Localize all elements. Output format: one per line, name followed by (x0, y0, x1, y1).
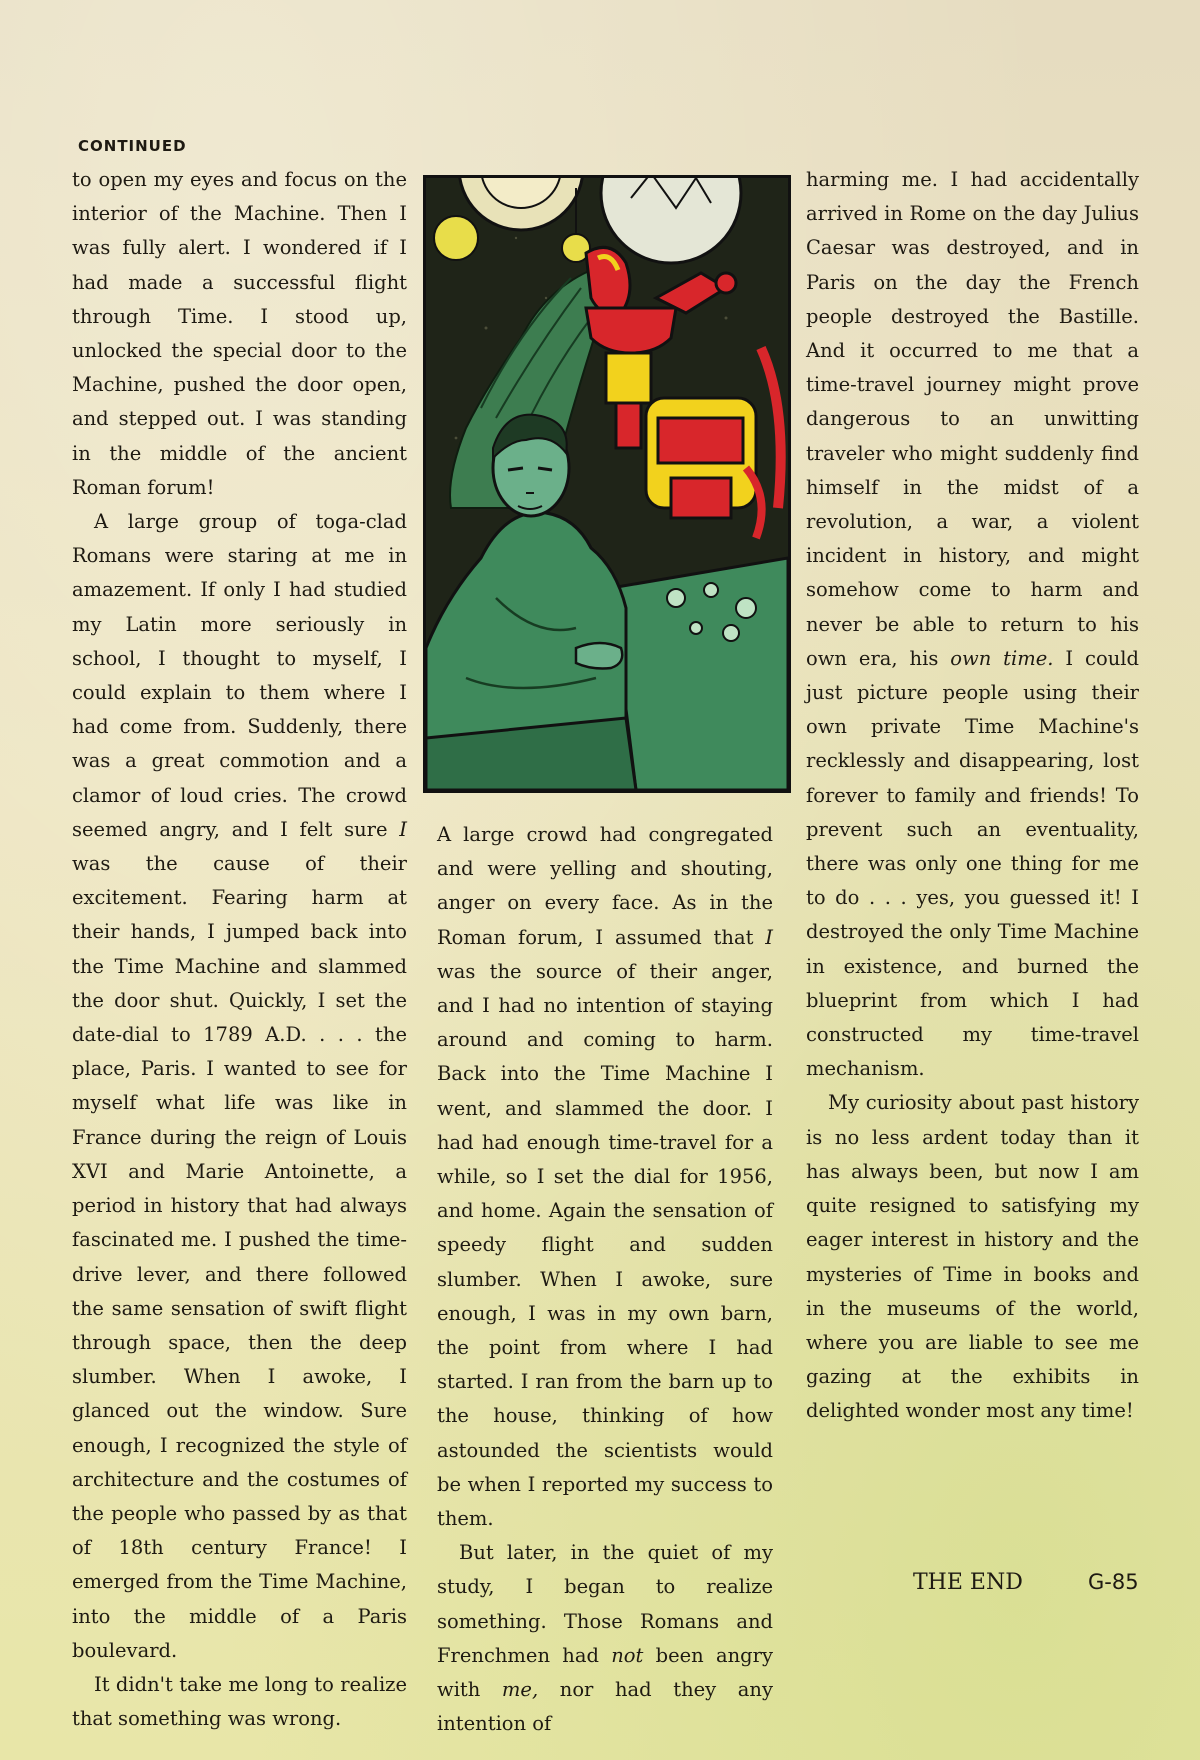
comic-panel-illustration (423, 175, 791, 793)
continued-label: CONTINUED (78, 137, 187, 155)
page-code: G-85 (1088, 1570, 1139, 1594)
paragraph-text: I could just picture people using their own private Time Machine's recklessly and disappearing, lost forever to family and friends! To prevent such an eventuality, there was only one thing for me to do . . . yes, you guessed it! I destroyed the only Time Machine in existence, and burned the blueprint from which I had constructed my time-travel mechanism. (806, 646, 1139, 1081)
paragraph-text: to open my eyes and focus on the interior of the Machine. Then I was fully alert. I wondered if I had made a successful flight through Time. I stood up, unlocked the special door to the Machine, pushed the door open, and stepped out. I was standing in the middle of the ancient Roman forum! (72, 168, 407, 499)
paragraph (437, 1536, 773, 1741)
paragraph (72, 1668, 407, 1736)
emphasis-text: I (399, 817, 407, 841)
paragraph-text: been angry with (437, 1643, 773, 1702)
paragraph-text: harming me. I had accidentally arrived in Rome on the day Julius Caesar was destroyed, and in Paris on the day the French people destroyed the Bastille. And it occurred to me that a time-travel journey might prove dangerous to an unwitting traveler who might suddenly find himself in the midst of a revolution, a war, a violent incident in history, and might somehow come to harm and never be able to return to his own era, his (806, 168, 1139, 670)
emphasis-text: own time. (950, 646, 1054, 670)
text-column-3 (806, 163, 1139, 1429)
emphasis-text: I (765, 925, 773, 949)
paragraph-text: It didn't take me long to realize that something was wrong. (72, 1672, 407, 1731)
emphasis-text: me, (501, 1678, 539, 1702)
text-column-2 (437, 818, 773, 1741)
paragraph-text: was the cause of their excitement. Fearing harm at their hands, I jumped back into the Time Machine and slammed the door shut. Quickly, I set the date-dial to 1789 A.D. . . . the place, Paris. I wanted to see for myself what life was like in France during the reign of Louis XVI and Marie Antoinette, a period in history that had always fascinated me. I pushed the time-drive lever, and there followed the same sensation of swift flight through space, then the deep slumber. When I awoke, I glanced out the window. Sure enough, I recognized the style of architecture and the costumes of the people who passed by as that of 18th century France! I emerged from the Time Machine, into the middle of a Paris boulevard. (72, 852, 407, 1662)
paragraph (72, 163, 407, 505)
paragraph-text: My curiosity about past history is no less ardent today than it has always been, but now I am quite resigned to satisfying my eager interest in history and the mysteries of Time in books and in the museums of the world, where you are liable to see me gazing at the exhibits in delighted wonder most any time! (806, 1091, 1139, 1423)
paragraph-text: A large crowd had congregated and were yelling and shouting, anger on every face. As in the Roman forum, I assumed that (437, 823, 773, 949)
paragraph-text: A large group of toga-clad Romans were staring at me in amazement. If only I had studied my Latin more seriously in school, I thought to myself, I could explain to them where I had come from. Suddenly, there was a great commotion and a clamor of loud cries. The crowd seemed angry, and I felt sure (72, 510, 407, 841)
paragraph (437, 818, 773, 1536)
paragraph (72, 505, 407, 1668)
emphasis-text: not (611, 1643, 644, 1667)
paragraph (806, 1086, 1139, 1428)
paragraph-text: nor had they any intention of (437, 1678, 773, 1736)
paragraph-text: was the source of their anger, and I had no intention of staying around and coming to harm. Back into the Time Machine I went, and slammed the door. I had had enough time-travel for a while, so I set the dial for 1956, and home. Again the sensation of speedy flight and sudden slumber. When I awoke, sure enough, I was in my own barn, the point from where I had started. I ran from the barn up to the house, thinking of how astounded the scientists would be when I reported my success to them. (437, 959, 773, 1531)
text-column-1 (72, 163, 407, 1736)
the-end-label: THE END (913, 1570, 1023, 1595)
paragraph (806, 163, 1139, 1086)
paragraph-text: But later, in the quiet of my study, I began to realize something. Those Romans and Frenchmen had (437, 1541, 773, 1667)
